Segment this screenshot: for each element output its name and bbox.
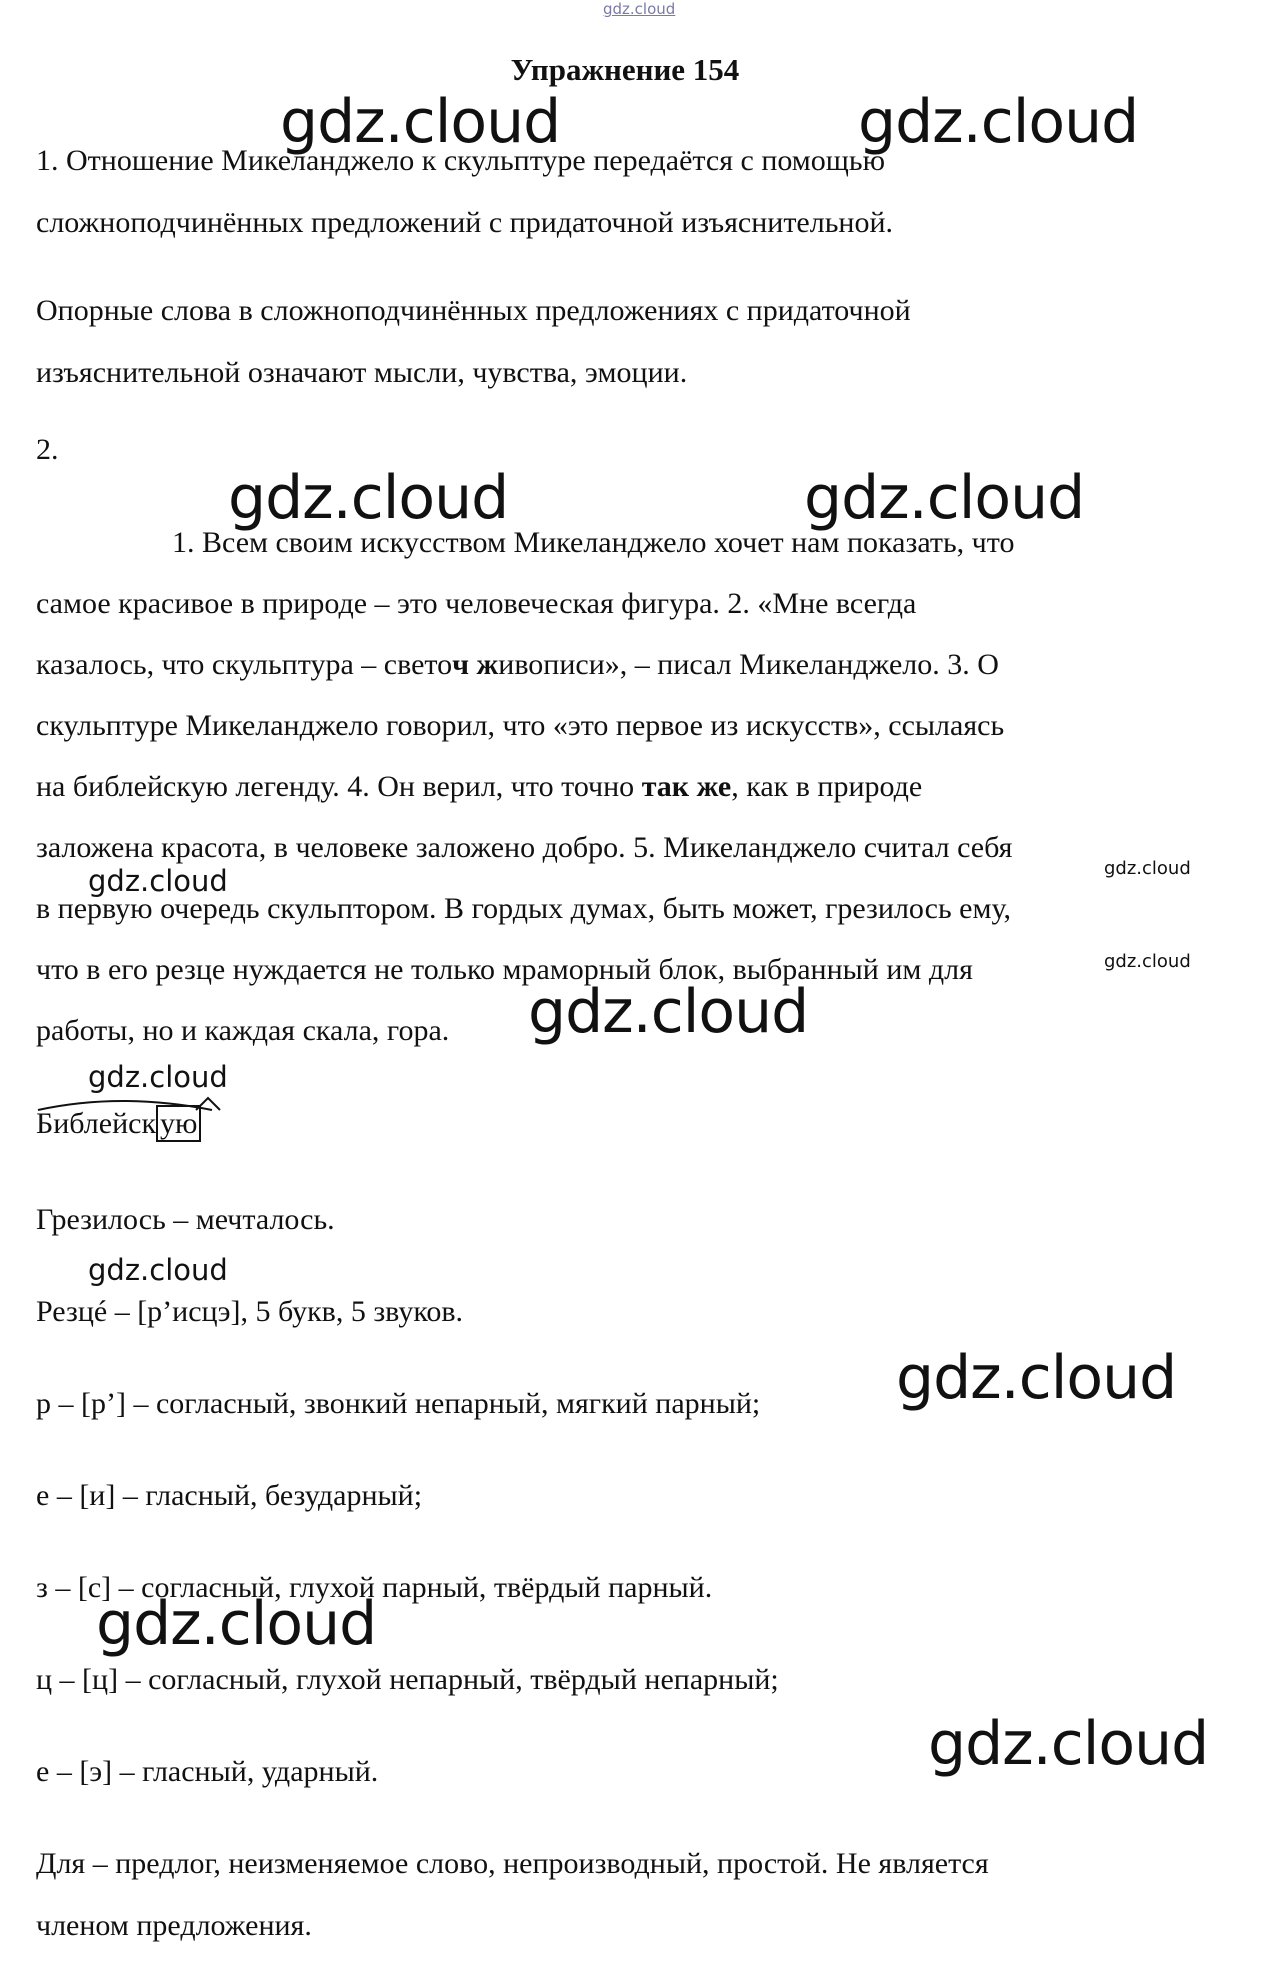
passage-line5-part-a: на библейскую легенду. 4. Он верил, что точно	[36, 770, 642, 803]
passage-line3-bold-zh: ж	[476, 648, 499, 681]
watermark: gdz.cloud	[1104, 951, 1191, 972]
synonym-line: Грезилось – мечталось.	[36, 1203, 335, 1236]
watermark: gdz.cloud	[896, 1343, 1177, 1413]
passage-line7: в первую очередь скульптором. В гордых думах, быть может, грезилось ему,	[36, 892, 1011, 925]
section2-label: 2.	[36, 433, 59, 466]
watermark: gdz.cloud	[280, 87, 561, 157]
passage-line4: скульптуре Микеланджело говорил, что «это первое из искусств», ссылаясь	[36, 709, 1005, 742]
section1-line1: 1. Отношение Микеланджело к скульптуре передаётся с помощью	[36, 144, 885, 177]
passage-line9: работы, но и каждая скала, гора.	[36, 1014, 450, 1047]
morpheme-stem: Библейск	[36, 1107, 157, 1140]
passage-line8: что в его резце нуждается не только мраморный блок, выбранный им для	[36, 953, 973, 986]
watermark: gdz.cloud	[96, 1589, 377, 1659]
passage-line3-part-a: казалось, что скульптура – свето	[36, 648, 453, 681]
watermark: gdz.cloud	[858, 87, 1139, 157]
preposition-line2: членом предложения.	[36, 1909, 312, 1942]
section1-line4: изъяснительной означают мысли, чувства, эмоции.	[36, 356, 688, 389]
watermark: gdz.cloud	[88, 1253, 228, 1287]
passage-line6: заложена красота, в человеке заложено добро. 5. Микеланджело считал себя	[36, 831, 1013, 864]
watermark: gdz.cloud	[1104, 858, 1191, 879]
section1-line3: Опорные слова в сложноподчинённых предложениях с придаточной	[36, 294, 911, 327]
passage-line3-space	[469, 648, 477, 681]
phonetic-ts: ц – [ц] – согласный, глухой непарный, твёрдый непарный;	[36, 1663, 779, 1696]
watermark: gdz.cloud	[88, 1060, 228, 1094]
passage-line5-part-c: , как в природе	[731, 770, 923, 803]
morpheme-ending: ую	[156, 1105, 201, 1142]
passage-line2: самое красивое в природе – это человеческая фигура. 2. «Мне всегда	[36, 587, 917, 620]
phonetic-z: з – [с] – согласный, глухой парный, твёрдый парный.	[36, 1571, 713, 1604]
watermark: gdz.cloud	[928, 1709, 1209, 1779]
watermark: gdz.cloud	[88, 864, 228, 898]
exercise-title: Упражнение 154	[510, 52, 740, 87]
watermark: gdz.cloud	[804, 463, 1085, 533]
watermark: gdz.cloud	[528, 977, 809, 1047]
top-watermark-link[interactable]: gdz.cloud	[603, 0, 676, 18]
passage-line5-bold: так же	[641, 770, 732, 803]
watermark: gdz.cloud	[228, 463, 509, 533]
passage-line3	[36, 645, 999, 685]
passage-line1: 1. Всем своим искусством Микеланджело хочет нам показать, что	[172, 526, 1015, 559]
phonetic-r: р – [р’] – согласный, звонкий непарный, мягкий парный;	[36, 1387, 761, 1420]
passage-line3-part-e: ивописи», – писал Микеланджело. 3. О	[498, 648, 999, 681]
preposition-line1: Для – предлог, неизменяемое слово, непроизводный, простой. Не является	[36, 1847, 989, 1880]
section1-line2: сложноподчинённых предложений с придаточной изъяснительной.	[36, 206, 894, 239]
morpheme-word	[36, 1104, 201, 1144]
passage-line5	[36, 767, 922, 807]
phonetic-e1: е – [и] – гласный, безударный;	[36, 1479, 423, 1512]
phonetic-e2: е – [э] – гласный, ударный.	[36, 1755, 379, 1788]
phonetic-header: Резцé – [р’исцэ], 5 букв, 5 звуков.	[36, 1295, 464, 1328]
passage-line3-bold-ch: ч	[452, 648, 470, 681]
